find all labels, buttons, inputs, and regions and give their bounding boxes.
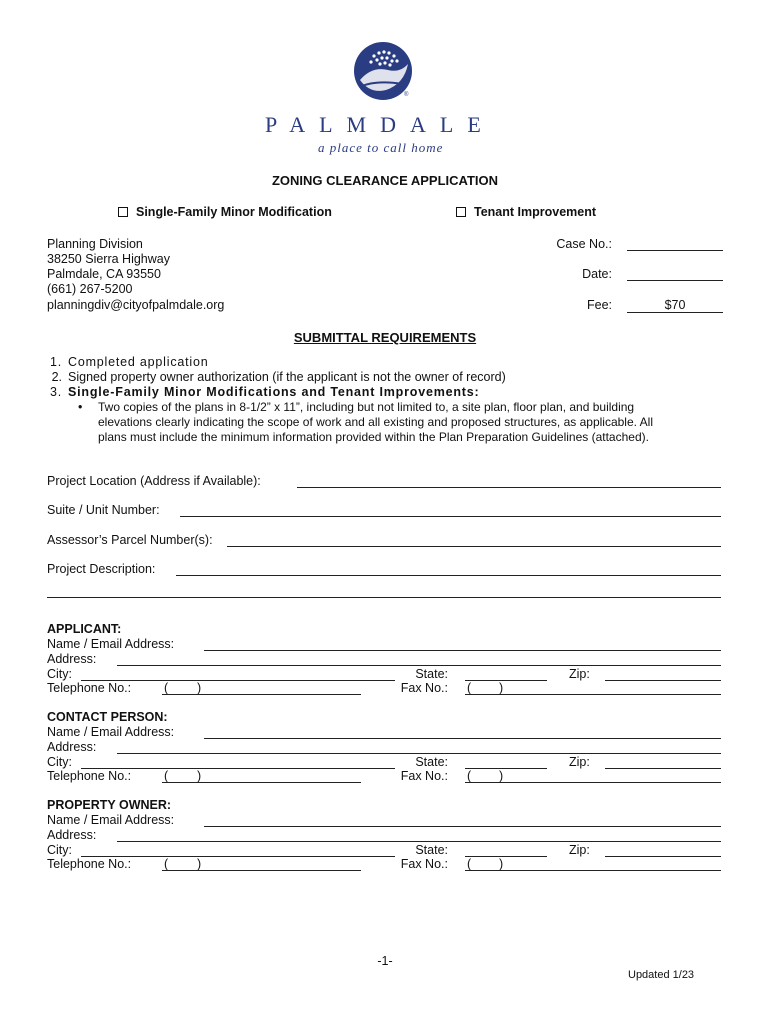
brand-tagline: a place to call home (318, 140, 444, 155)
office-email: planningdiv@cityofpalmdale.org (47, 298, 225, 312)
contact-fax-field[interactable] (465, 782, 721, 783)
applicant-fax-field[interactable] (465, 694, 721, 695)
bullet-line-1: Two copies of the plans in 8-1/2” x 11”, including but not limited to, a site plan, floor plan, and building (98, 400, 635, 414)
contact-address-label: Address: (47, 740, 97, 754)
applicant-telephone-field[interactable] (162, 694, 361, 695)
submittal-item-3 (42, 385, 479, 400)
applicant-state-label: State: (415, 667, 448, 681)
applicant-heading: APPLICANT: (47, 622, 122, 636)
owner-fax-field[interactable] (465, 870, 721, 871)
contact-fax-paren-open: ( (467, 769, 472, 783)
project-location-label: Project Location (Address if Available): (47, 474, 261, 488)
applicant-name-field[interactable] (204, 650, 721, 651)
fee-label: Fee: (586, 298, 612, 312)
owner-fax-label: Fax No.: (400, 857, 448, 871)
owner-state-label: State: (415, 843, 448, 857)
owner-telephone-paren-open: ( (164, 857, 169, 871)
option-tenant-improvement[interactable] (456, 205, 596, 220)
owner-telephone-field[interactable] (162, 870, 361, 871)
submittal-item-number: 3. (49, 385, 62, 399)
project-location-field[interactable] (297, 487, 721, 488)
submittal-bullet: • (78, 400, 83, 414)
submittal-item-text: Signed property owner authorization (if the applicant is not the owner of record) (68, 370, 506, 384)
contact-heading: CONTACT PERSON: (47, 710, 168, 724)
suite-label: Suite / Unit Number: (47, 503, 160, 517)
brand-name: PALMDALE (265, 112, 495, 137)
owner-address-label: Address: (47, 828, 97, 842)
option-single-family[interactable] (118, 205, 332, 220)
updated-date: Updated 1/23 (628, 969, 695, 981)
apn-field[interactable] (227, 546, 721, 547)
case-no-label: Case No.: (556, 237, 612, 251)
suite-field[interactable] (180, 516, 721, 517)
project-description-field-2[interactable] (47, 597, 721, 598)
page-title: ZONING CLEARANCE APPLICATION (271, 173, 499, 188)
contact-zip-label: Zip: (569, 755, 590, 769)
submittal-item-number: 2. (51, 370, 62, 384)
owner-fax-paren-open: ( (467, 857, 472, 871)
owner-telephone-paren-close: ) (197, 857, 202, 871)
applicant-telephone-label: Telephone No.: (47, 681, 132, 695)
applicant-telephone-paren-close: ) (197, 681, 202, 695)
page-number: -1- (377, 954, 393, 968)
applicant-address-label: Address: (47, 652, 97, 666)
submittal-item-text: Completed application (68, 355, 209, 369)
fee-value: $70 (664, 298, 686, 312)
case-no-field[interactable] (627, 250, 723, 251)
contact-name-field[interactable] (204, 738, 721, 739)
applicant-address-field[interactable] (117, 665, 721, 666)
contact-telephone-paren-open: ( (164, 769, 169, 783)
tenant-improvement-checkbox[interactable] (456, 207, 466, 217)
single-family-checkbox[interactable] (118, 207, 128, 217)
owner-name-field[interactable] (204, 826, 721, 827)
contact-fax-paren-close: ) (499, 769, 504, 783)
owner-name-label: Name / Email Address: (47, 813, 175, 827)
applicant-city-label: City: (47, 667, 72, 681)
owner-state-field[interactable] (465, 856, 547, 857)
contact-telephone-label: Telephone No.: (47, 769, 132, 783)
bullet-line-3: plans must include the minimum information provided within the Plan Preparation Guidelines (attached). (98, 430, 649, 444)
applicant-fax-paren-close: ) (499, 681, 504, 695)
fee-field[interactable] (627, 312, 723, 313)
office-line-1: Planning Division (47, 237, 143, 251)
owner-heading: PROPERTY OWNER: (47, 798, 172, 812)
contact-state-label: State: (415, 755, 448, 769)
tenant-improvement-label: Tenant Improvement (474, 205, 597, 219)
single-family-label: Single-Family Minor Modification (136, 205, 332, 219)
owner-telephone-label: Telephone No.: (47, 857, 132, 871)
project-description-field[interactable] (176, 575, 721, 576)
office-line-2: 38250 Sierra Highway (47, 252, 170, 266)
apn-label: Assessor’s Parcel Number(s): (47, 533, 213, 547)
owner-fax-paren-close: ) (499, 857, 504, 871)
contact-state-field[interactable] (465, 768, 547, 769)
owner-city-label: City: (47, 843, 72, 857)
submittal-item-number: 1. (49, 355, 62, 369)
owner-address-field[interactable] (117, 841, 721, 842)
contact-telephone-field[interactable] (162, 782, 361, 783)
applicant-zip-field[interactable] (605, 680, 721, 681)
date-label: Date: (582, 267, 612, 281)
contact-telephone-paren-close: ) (197, 769, 202, 783)
owner-zip-field[interactable] (605, 856, 721, 857)
submittal-item-1 (42, 355, 209, 370)
project-description-label: Project Description: (47, 562, 156, 576)
contact-fax-label: Fax No.: (400, 769, 448, 783)
submittal-item-2 (42, 370, 506, 385)
owner-zip-label: Zip: (569, 843, 590, 857)
contact-address-field[interactable] (117, 753, 721, 754)
submittal-heading: SUBMITTAL REQUIREMENTS (293, 330, 477, 345)
contact-zip-field[interactable] (605, 768, 721, 769)
applicant-telephone-paren-open: ( (164, 681, 169, 695)
bullet-line-2: elevations clearly indicating the scope of work and all existing and proposed structures, as applicable. All (98, 415, 653, 429)
applicant-state-field[interactable] (465, 680, 547, 681)
submittal-item-text: Single-Family Minor Modifications and Tenant Improvements: (68, 385, 480, 399)
applicant-fax-paren-open: ( (467, 681, 472, 695)
date-field[interactable] (627, 280, 723, 281)
registered-mark: ® (404, 92, 409, 98)
applicant-zip-label: Zip: (569, 667, 590, 681)
office-line-4: (661) 267-5200 (47, 282, 133, 296)
contact-city-label: City: (47, 755, 72, 769)
applicant-name-label: Name / Email Address: (47, 637, 175, 651)
office-line-3: Palmdale, CA 93550 (47, 267, 161, 281)
applicant-fax-label: Fax No.: (400, 681, 448, 695)
contact-name-label: Name / Email Address: (47, 725, 175, 739)
